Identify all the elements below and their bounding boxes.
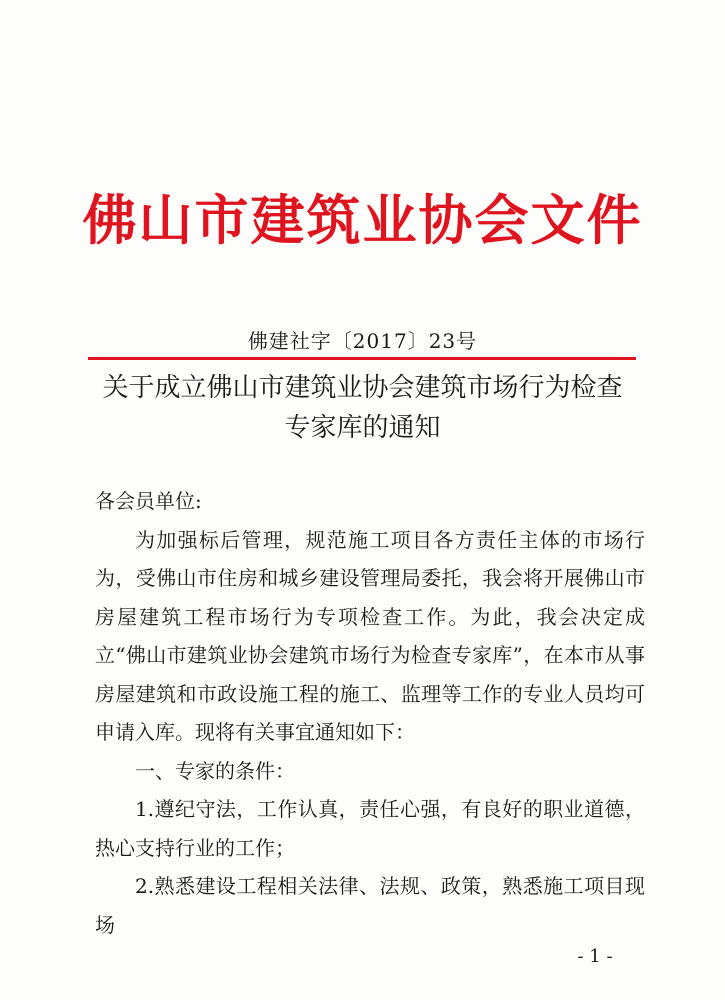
document-number: 佛建社字〔2017〕23号: [247, 329, 478, 353]
page-number: - 1 -: [577, 946, 613, 967]
red-divider-line: [88, 357, 636, 360]
body-paragraph-1: 为加强标后管理，规范施工项目各方责任主体的市场行为，受佛山市住房和城乡建设管理局委托，我会将开展佛山市房屋建筑工程市场行为专项检查工作。为此，我会决定成立“佛山市建筑业协会建筑市场行为检查专家库”，在本市从事房屋建筑和市政设施工程的施工、监理等工作的专业人员均可申请入库。现将有关事宜通知如下：: [95, 527, 645, 744]
notice-title-line-2: 专家库的通知: [284, 413, 441, 443]
issuer-header-title: 佛山市建筑业协会文件: [82, 188, 643, 252]
notice-title: [0, 368, 725, 448]
condition-item-1: 1.遵纪守法，工作认真，责任心强，有良好的职业道德，热心支持行业的工作；: [95, 797, 645, 860]
condition-item-2: 2.熟悉建设工程相关法律、法规、政策，熟悉施工项目现场: [95, 874, 645, 937]
salutation: 各会员单位:: [95, 489, 202, 513]
notice-title-line-1: 关于成立佛山市建筑业协会建筑市场行为检查: [102, 373, 623, 403]
notice-body: [95, 482, 645, 944]
section-heading-1: 一、专家的条件：: [135, 758, 295, 783]
